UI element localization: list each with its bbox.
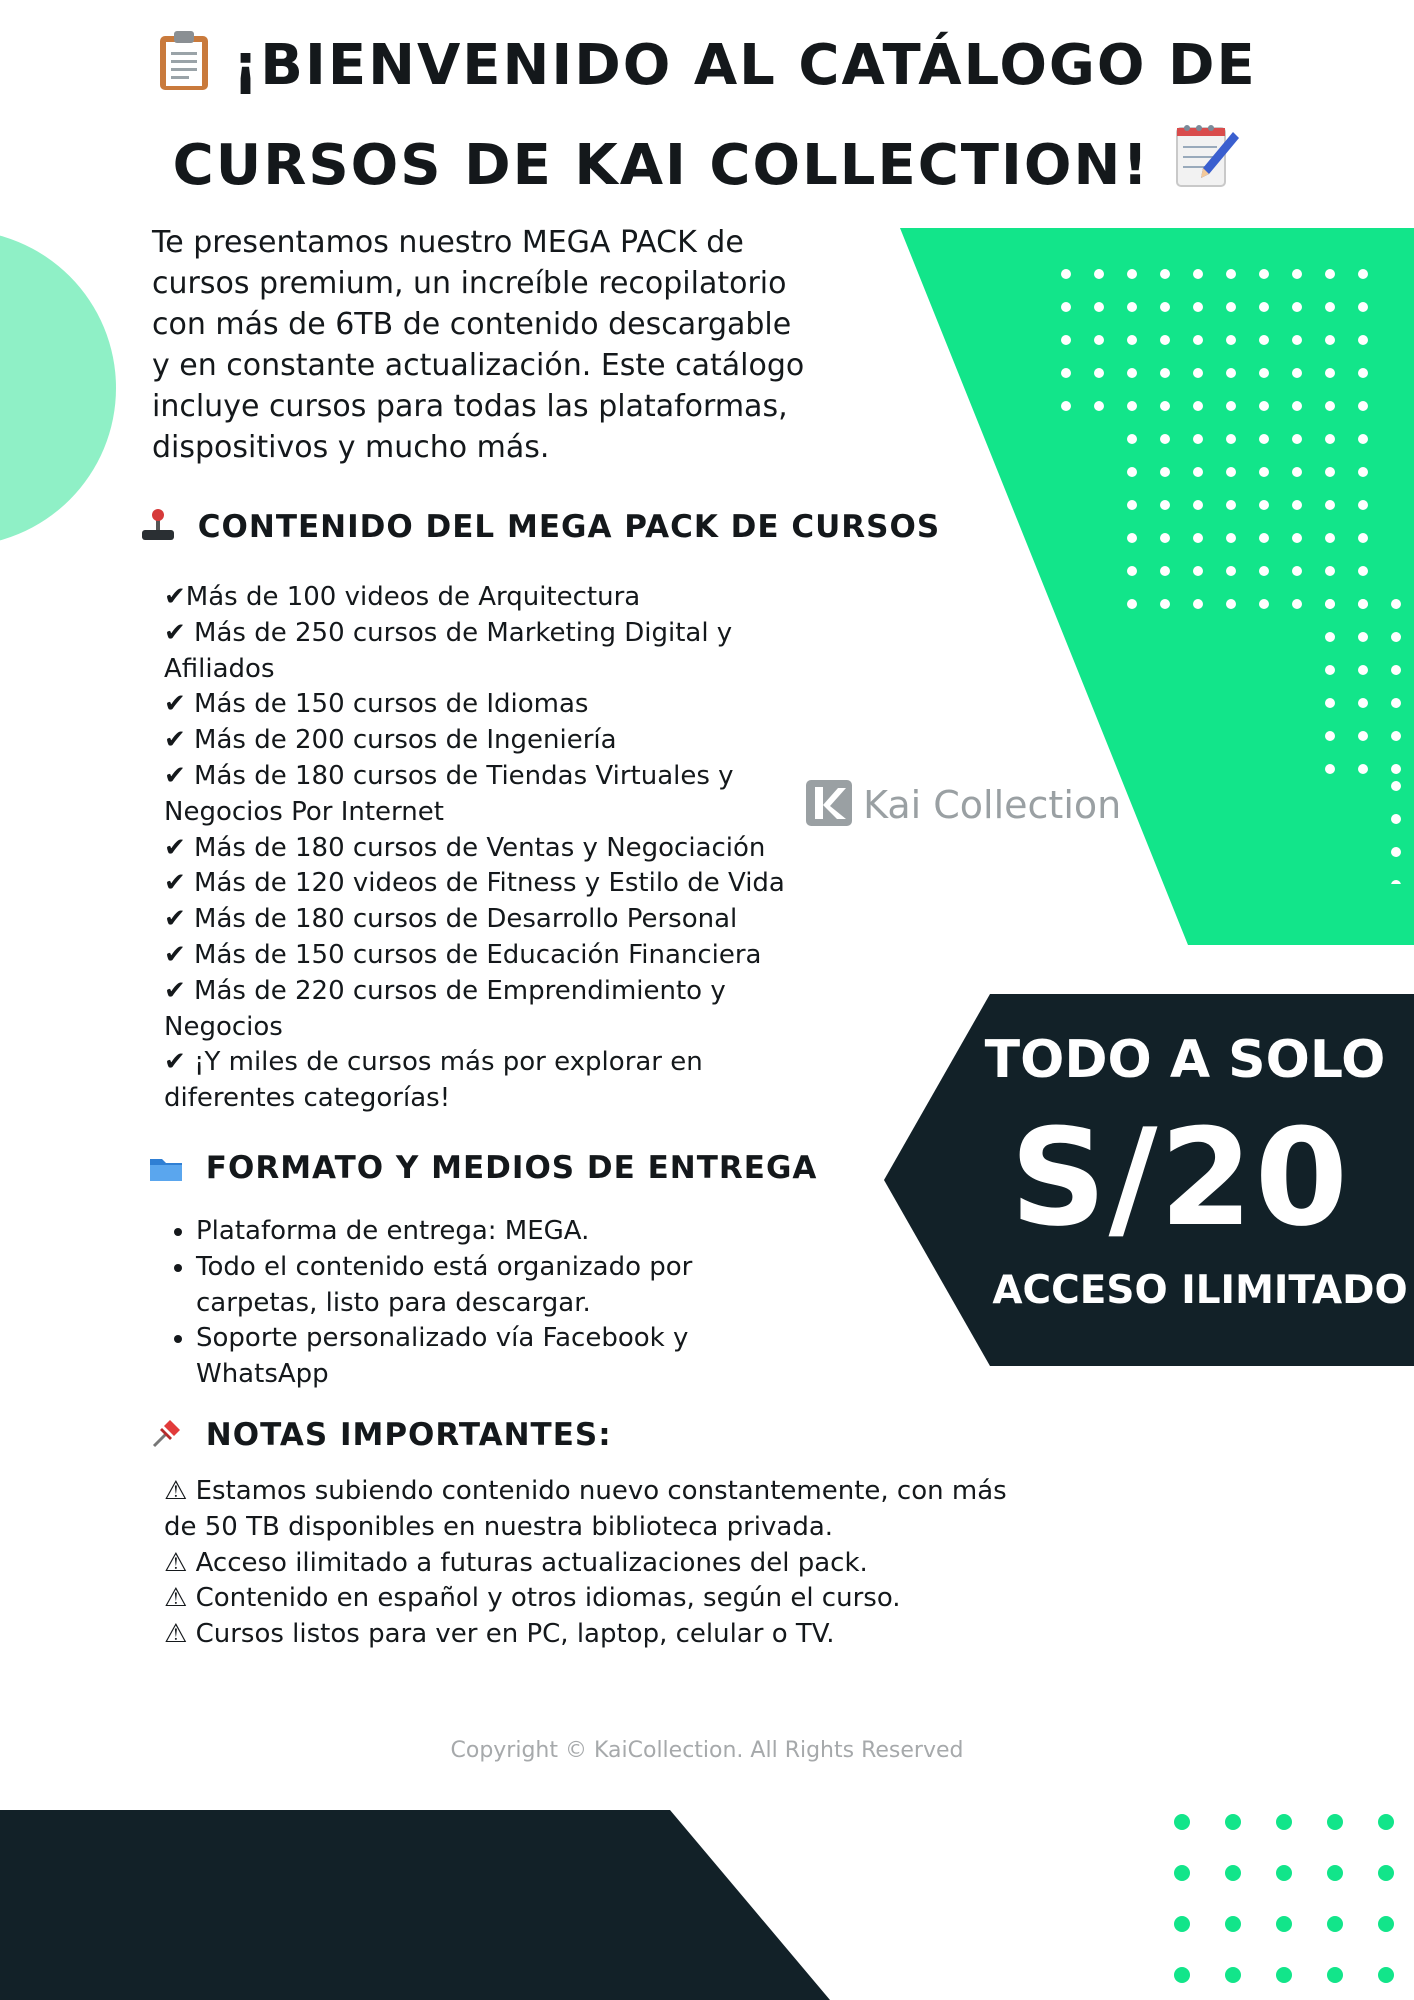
decorative-dot bbox=[1174, 1967, 1190, 1983]
format-list bbox=[160, 1214, 766, 1393]
decorative-dot bbox=[1378, 1814, 1394, 1830]
pushpin-icon bbox=[150, 1416, 184, 1458]
decorative-dot bbox=[1127, 302, 1137, 312]
decorative-dot bbox=[1391, 731, 1401, 741]
decorative-dot bbox=[1292, 599, 1302, 609]
decorative-dot bbox=[1160, 401, 1170, 411]
list-item: ✔ Más de 220 cursos de Emprendimiento y Negocios bbox=[164, 975, 726, 1042]
format-section-heading bbox=[148, 1150, 817, 1191]
decorative-dot bbox=[1325, 599, 1335, 609]
decorative-dot bbox=[1259, 566, 1269, 576]
decorative-dot bbox=[1259, 335, 1269, 345]
decorative-dot bbox=[1225, 1916, 1241, 1932]
kai-collection-watermark bbox=[806, 780, 1121, 830]
content-section-heading bbox=[140, 508, 940, 550]
kai-logo-icon bbox=[806, 780, 852, 830]
decorative-dot bbox=[1226, 500, 1236, 510]
list-item: ✔ ¡Y miles de cursos más por explorar en diferentes categorías! bbox=[164, 1047, 703, 1114]
decorative-dot bbox=[1094, 401, 1104, 411]
decorative-dot bbox=[1358, 599, 1368, 609]
decorative-dot bbox=[1193, 566, 1203, 576]
decorative-dot bbox=[1193, 335, 1203, 345]
joystick-icon bbox=[140, 508, 176, 550]
decorative-dot bbox=[1292, 566, 1302, 576]
decorative-dot bbox=[1226, 335, 1236, 345]
decorative-dot bbox=[1193, 434, 1203, 444]
decorative-dot bbox=[1292, 401, 1302, 411]
decorative-dot bbox=[1193, 302, 1203, 312]
decorative-dot bbox=[1358, 533, 1368, 543]
content-section-heading-text: CONTENIDO DEL MEGA PACK DE CURSOS bbox=[197, 509, 941, 545]
decorative-dot bbox=[1292, 368, 1302, 378]
footer-dark-shape bbox=[0, 1810, 830, 2000]
decorative-dot bbox=[1292, 269, 1302, 279]
decorative-dot bbox=[1325, 335, 1335, 345]
watermark-text: Kai Collection bbox=[863, 783, 1122, 827]
list-item: • Todo el contenido está organizado por carpetas, listo para descargar. bbox=[196, 1250, 766, 1322]
decorative-dot bbox=[1061, 302, 1071, 312]
decorative-dot bbox=[1327, 1967, 1343, 1983]
decorative-dot bbox=[1127, 368, 1137, 378]
decorative-dot bbox=[1325, 698, 1335, 708]
decorative-dot bbox=[1127, 335, 1137, 345]
decorative-dot bbox=[1174, 1865, 1190, 1881]
decorative-dot bbox=[1325, 566, 1335, 576]
decorative-dot bbox=[1094, 302, 1104, 312]
decorative-dot bbox=[1358, 500, 1368, 510]
decorative-dot bbox=[1292, 434, 1302, 444]
decorative-dot bbox=[1358, 731, 1368, 741]
decorative-dot bbox=[1292, 500, 1302, 510]
decorative-dot bbox=[1226, 434, 1236, 444]
decorative-dot bbox=[1225, 1814, 1241, 1830]
decorative-dot bbox=[1160, 533, 1170, 543]
decorative-dot bbox=[1226, 269, 1236, 279]
decorative-dot bbox=[1226, 599, 1236, 609]
decorative-dot bbox=[1325, 467, 1335, 477]
decorative-dot bbox=[1325, 434, 1335, 444]
decorative-dot bbox=[1358, 698, 1368, 708]
list-item: ✔Más de 100 videos de Arquitectura bbox=[164, 582, 641, 612]
decorative-dot bbox=[1160, 467, 1170, 477]
decorative-dot bbox=[1358, 401, 1368, 411]
page-title-line-2 bbox=[0, 118, 1414, 206]
list-item: ⚠ Estamos subiendo contenido nuevo constantemente, con más de 50 TB disponibles en nuestra biblioteca privada. bbox=[164, 1476, 1007, 1542]
decorative-dot bbox=[1160, 302, 1170, 312]
decorative-dot bbox=[1259, 467, 1269, 477]
notes-section-heading-text: NOTAS IMPORTANTES: bbox=[205, 1417, 612, 1453]
decorative-dot bbox=[1325, 764, 1335, 774]
decorative-dot bbox=[1259, 533, 1269, 543]
dot-pattern-bottom bbox=[1170, 1808, 1414, 2000]
decorative-dot bbox=[1391, 781, 1401, 791]
decorative-dot bbox=[1276, 1865, 1292, 1881]
decorative-dot bbox=[1225, 1865, 1241, 1881]
list-item: ✔ Más de 150 cursos de Educación Financiera bbox=[164, 939, 762, 970]
decorative-dot bbox=[1358, 566, 1368, 576]
decorative-dot bbox=[1061, 368, 1071, 378]
list-item: • Plataforma de entrega: MEGA. bbox=[196, 1214, 766, 1250]
decorative-dot bbox=[1127, 566, 1137, 576]
price-heading: TODO A SOLO bbox=[984, 1030, 1386, 1090]
list-item: ✔ Más de 180 cursos de Desarrollo Personal bbox=[164, 904, 738, 935]
decorative-dot bbox=[1127, 533, 1137, 543]
decorative-dot bbox=[1259, 302, 1269, 312]
decorative-dot bbox=[1325, 731, 1335, 741]
decorative-dot bbox=[1160, 599, 1170, 609]
list-item: ✔ Más de 250 cursos de Marketing Digital y Afiliados bbox=[164, 617, 733, 684]
list-item: ✔ Más de 120 videos de Fitness y Estilo de Vida bbox=[164, 868, 785, 899]
decorative-dot bbox=[1160, 434, 1170, 444]
page-title-line-1 bbox=[0, 28, 1414, 106]
format-section-heading-text: FORMATO Y MEDIOS DE ENTREGA bbox=[205, 1150, 818, 1186]
decorative-dot bbox=[1276, 1967, 1292, 1983]
decorative-dot bbox=[1391, 632, 1401, 642]
decorative-dot bbox=[1378, 1865, 1394, 1881]
folder-icon bbox=[148, 1153, 184, 1191]
course-content-list bbox=[164, 580, 794, 1117]
list-item: • Soporte personalizado vía Facebook y WhatsApp bbox=[196, 1321, 766, 1393]
decorative-dot bbox=[1259, 269, 1269, 279]
decorative-dot bbox=[1094, 269, 1104, 279]
decorative-dot bbox=[1325, 368, 1335, 378]
decorative-dot bbox=[1193, 467, 1203, 477]
decorative-dot bbox=[1358, 467, 1368, 477]
decorative-dot bbox=[1061, 269, 1071, 279]
memo-icon bbox=[1171, 118, 1241, 206]
decorative-dot bbox=[1226, 467, 1236, 477]
decorative-dot bbox=[1325, 533, 1335, 543]
decorative-dot bbox=[1292, 302, 1302, 312]
decorative-dot bbox=[1226, 302, 1236, 312]
decorative-dot bbox=[1259, 368, 1269, 378]
decorative-dot bbox=[1193, 533, 1203, 543]
decorative-dot bbox=[1327, 1814, 1343, 1830]
list-item: ⚠ Acceso ilimitado a futuras actualizaciones del pack. bbox=[164, 1547, 868, 1578]
decorative-dot bbox=[1325, 269, 1335, 279]
decorative-dot bbox=[1094, 368, 1104, 378]
decorative-dot bbox=[1061, 401, 1071, 411]
decorative-dot bbox=[1391, 599, 1401, 609]
decorative-dot bbox=[1276, 1916, 1292, 1932]
decorative-dot bbox=[1325, 665, 1335, 675]
list-item: ✔ Más de 200 cursos de Ingeniería bbox=[164, 725, 617, 756]
page-title-text-2: CURSOS DE KAI COLLECTION! bbox=[172, 133, 1150, 198]
decorative-dot bbox=[1391, 814, 1401, 824]
decorative-dot bbox=[1160, 500, 1170, 510]
decorative-dot bbox=[1378, 1967, 1394, 1983]
decorative-dot bbox=[1174, 1814, 1190, 1830]
decorative-dot bbox=[1061, 335, 1071, 345]
page-title-text-1: ¡BIENVENIDO AL CATÁLOGO DE bbox=[232, 33, 1257, 98]
decorative-dot bbox=[1391, 764, 1401, 774]
decorative-dot bbox=[1276, 1814, 1292, 1830]
decorative-dot bbox=[1127, 269, 1137, 279]
decorative-dot bbox=[1358, 632, 1368, 642]
decorative-dot bbox=[1358, 335, 1368, 345]
intro-paragraph: Te presentamos nuestro MEGA PACK de cursos premium, un increíble recopilatorio con más de 6TB de contenido descargable y en constante actualización. Este catálogo incluye cursos para todas las plataformas, dispositivos y mucho más. bbox=[152, 225, 805, 465]
decorative-dot bbox=[1225, 1967, 1241, 1983]
decorative-dot bbox=[1259, 500, 1269, 510]
decorative-dot bbox=[1391, 665, 1401, 675]
price-subtext: ACCESO ILIMITADO bbox=[992, 1268, 1408, 1313]
decorative-dot bbox=[1193, 599, 1203, 609]
decorative-dot bbox=[1226, 368, 1236, 378]
decorative-dot bbox=[1358, 368, 1368, 378]
decorative-dot bbox=[1327, 1916, 1343, 1932]
decorative-dot bbox=[1358, 302, 1368, 312]
decorative-dot bbox=[1160, 269, 1170, 279]
decorative-dot bbox=[1193, 368, 1203, 378]
list-item: ✔ Más de 180 cursos de Tiendas Virtuales y Negocios Por Internet bbox=[164, 760, 734, 827]
list-item: ⚠ Cursos listos para ver en PC, laptop, celular o TV. bbox=[164, 1619, 835, 1650]
decorative-dot bbox=[1127, 434, 1137, 444]
decorative-dot bbox=[1193, 500, 1203, 510]
decorative-dot bbox=[1226, 533, 1236, 543]
decorative-dot bbox=[1325, 302, 1335, 312]
decorative-dot bbox=[1259, 434, 1269, 444]
decorative-dot bbox=[1325, 401, 1335, 411]
price-amount: S/20 bbox=[1010, 1100, 1350, 1256]
decorative-dot bbox=[1391, 698, 1401, 708]
list-item: ✔ Más de 180 cursos de Ventas y Negociación bbox=[164, 832, 766, 863]
decorative-dot bbox=[1174, 1916, 1190, 1932]
decorative-dot bbox=[1127, 500, 1137, 510]
decorative-dot bbox=[1094, 335, 1104, 345]
decorative-dot bbox=[1358, 665, 1368, 675]
decorative-dot bbox=[1160, 368, 1170, 378]
list-item: ⚠ Contenido en español y otros idiomas, según el curso. bbox=[164, 1583, 901, 1614]
decorative-dot bbox=[1127, 401, 1137, 411]
decorative-dot bbox=[1259, 401, 1269, 411]
decorative-dot bbox=[1325, 500, 1335, 510]
decorative-dot bbox=[1127, 599, 1137, 609]
decorative-dot bbox=[1292, 533, 1302, 543]
decorative-dot bbox=[1358, 764, 1368, 774]
decorative-dot bbox=[1358, 434, 1368, 444]
decorative-dot bbox=[1358, 269, 1368, 279]
decorative-dot bbox=[1193, 401, 1203, 411]
copyright-text: Copyright © KaiCollection. All Rights Reserved bbox=[450, 1738, 964, 1763]
decorative-dot bbox=[1259, 599, 1269, 609]
decorative-dot bbox=[1378, 1916, 1394, 1932]
decorative-dot bbox=[1193, 269, 1203, 279]
notes-section-heading bbox=[150, 1416, 612, 1458]
decorative-dot bbox=[1127, 467, 1137, 477]
decorative-dot bbox=[1325, 632, 1335, 642]
decorative-dot bbox=[1391, 880, 1401, 884]
decorative-dot bbox=[1327, 1865, 1343, 1881]
decorative-dot bbox=[1226, 401, 1236, 411]
decorative-dot bbox=[1292, 467, 1302, 477]
decorative-dot bbox=[1391, 847, 1401, 857]
decorative-dot bbox=[1292, 335, 1302, 345]
clipboard-icon bbox=[157, 28, 211, 106]
decorative-dot bbox=[1160, 335, 1170, 345]
decorative-dot bbox=[1226, 566, 1236, 576]
notes-list bbox=[164, 1474, 1024, 1653]
list-item: ✔ Más de 150 cursos de Idiomas bbox=[164, 689, 589, 720]
decorative-dot bbox=[1160, 566, 1170, 576]
